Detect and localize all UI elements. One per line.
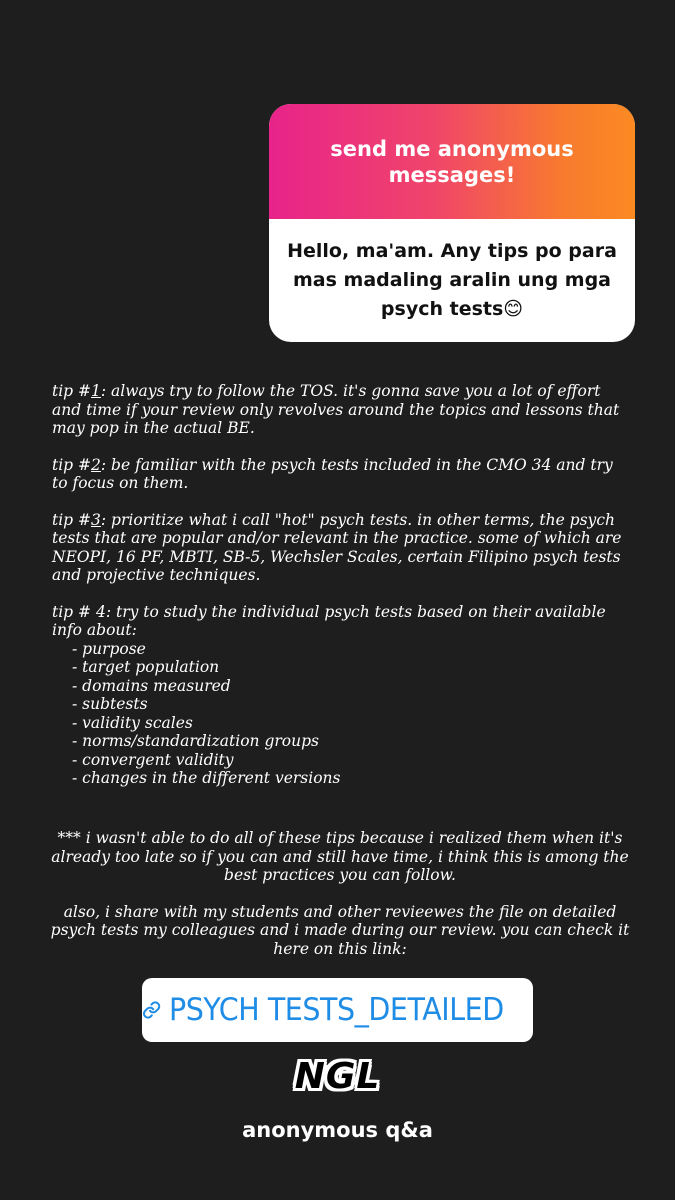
list-item: - convergent validity <box>72 750 234 769</box>
note-paragraph-1: *** i wasn't able to do all of these tips because i realized them when it's already too late so if you can and still have time, i think this is among the best practices you can follow. <box>51 829 629 884</box>
list-item: - target population <box>72 658 220 676</box>
link-sticker[interactable] <box>142 978 533 1042</box>
list-item: - domains measured <box>72 676 231 695</box>
tip-label: tip # <box>52 455 92 474</box>
tip-number: 3 <box>91 510 101 529</box>
card-body <box>269 219 635 342</box>
question-card <box>269 104 635 342</box>
note-paragraph-2: also, i share with my students and other revieewes the file on detailed psych tests my colleagues and i made during our review. you can check it here on this link: <box>50 902 630 958</box>
tip-label: tip # <box>52 510 92 529</box>
tip-text: : be familiar with the psych tests included in the CMO 34 and try to focus on them. <box>52 455 613 492</box>
tip-number: 2 <box>91 455 101 474</box>
list-item: - validity scales <box>72 713 193 732</box>
ngl-sticker <box>0 1056 675 1097</box>
list-item: - norms/standardization groups <box>72 732 319 750</box>
tip-text: : always try to follow the TOS. it's gonna save you a lot of effort and time if your review only revolves around the topics and lessons that may pop in the actual BE. <box>52 382 620 437</box>
link-icon <box>142 995 161 1025</box>
closing-note <box>40 829 640 976</box>
tip-text: : prioritize what i call "hot" psych tests. in other terms, the psych tests that are popular and/or relevant in the practice. some of which are NEOPI, 16 PF, MBTI, SB-5, Wechsler Scales, certain Filipino psych tests and projective techniques. <box>52 510 622 584</box>
list-item: - subtests <box>72 695 148 713</box>
tip-4 <box>52 603 627 788</box>
tip-1 <box>52 382 627 438</box>
card-header <box>269 104 635 219</box>
tip-4-list <box>52 640 627 788</box>
list-item: - changes in the different versions <box>72 769 341 787</box>
tips-text <box>52 382 627 806</box>
tip-2 <box>52 456 627 493</box>
caption: anonymous q&a <box>242 1118 433 1142</box>
card-question: Hello, ma'am. Any tips po para mas madaling aralin ung mga psych tests😊 <box>287 240 617 320</box>
tip-3 <box>52 511 627 585</box>
tip-label: tip # <box>52 382 92 400</box>
tip-label: tip # 4 <box>52 602 106 621</box>
list-item: - purpose <box>72 639 146 658</box>
link-label: PSYCH TESTS_DETAILED <box>169 992 504 1028</box>
tip-number: 1 <box>91 382 101 400</box>
tip-text: : try to study the individual psych tests based on their available info about: <box>52 602 606 639</box>
card-prompt: send me anonymous messages! <box>330 136 574 187</box>
ngl-logo: NGL <box>294 1056 381 1097</box>
